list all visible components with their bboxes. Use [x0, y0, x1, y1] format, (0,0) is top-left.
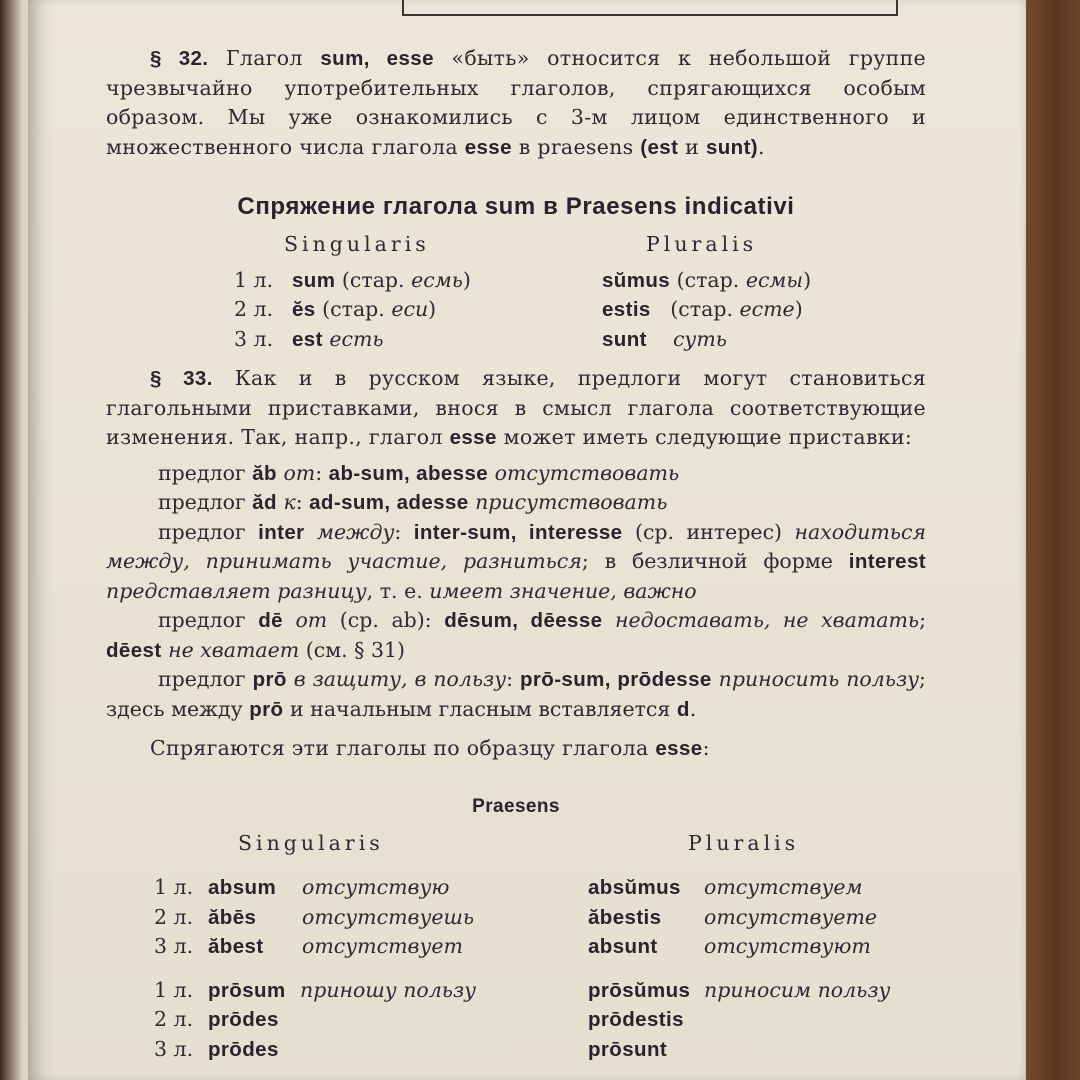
section-number: § 32. [150, 47, 209, 70]
boxed-note-bottom-edge [402, 0, 898, 16]
pluralis-header: Pluralis [646, 231, 758, 256]
table-1 [106, 226, 926, 355]
table-2-row: 1 л. prōsum приношу пользу prōsŭmus приносим пользу [154, 977, 891, 1002]
table-2-title: Praesens [472, 795, 560, 817]
prefix-example-inter: предлог inter между: inter-sum, interesse (ср. интерес) находиться между, принимать участие, разниться; в безличной форме interest представляет разницу, т. е. имеет значение, важно [106, 519, 926, 603]
table-2-row: 3 л. prōdes prōsunt [154, 1036, 668, 1061]
conjugation-intro: Спрягаются эти глаголы по образцу глагола esse: [150, 736, 710, 760]
table-1-header-row [106, 226, 926, 266]
pluralis-header: Pluralis [688, 831, 800, 855]
table-2-row: 2 л. ăbēs отсутствуешь ăbestis отсутствуете [154, 904, 878, 929]
section-number: § 33. [150, 367, 213, 390]
singularis-header: Singularis [284, 231, 430, 256]
book-page [28, 0, 1026, 1080]
prefix-example-ab: предлог ăb от: ab-sum, abesse отсутствовать [158, 460, 680, 485]
singularis-header: Singularis [238, 831, 384, 855]
prefix-example-de: предлог dē от (ср. ab): dēsum, dēesse недоставать, не хватать; dēest не хватает (см. § 31) [106, 608, 926, 662]
table-2-header-row [106, 829, 926, 873]
table-1-title: Спряжение глагола sum в Praesens indicativi [237, 193, 795, 220]
prefix-example-ad: предлог ăd к: ad-sum, adesse присутствовать [158, 490, 668, 514]
table-2-row: 3 л. ăbest отсутствует absunt отсутствуют [154, 934, 871, 958]
table-2 [106, 829, 926, 1064]
table-2-row: 2 л. prōdes prōdestis [154, 1007, 684, 1031]
table-surface [1020, 0, 1080, 1080]
table-1-row: 3 л. est есть sunt суть [234, 326, 727, 351]
table-1-row: 1 л. sum (стар. есмь) sŭmus (стар. есмы) [234, 267, 812, 292]
prefix-example-pro: предлог prō в защиту, в пользу: prō-sum, prōdesse приносить пользу; здесь между prō и начальным гласным вставляется d. [106, 667, 926, 721]
section-32-paragraph: § 32. Глагол sum, esse «быть» относится к небольшой группе чрезвычайно употребительных глаголов, спрягающихся особым образом. Мы уже ознакомились с 3-м лицом единственного и множественного числа глагола esse в praesens (est и sunt). [106, 46, 926, 159]
section-33-paragraph: § 33. Как и в русском языке, предлоги могут становиться глагольными приставками, внося в смысл глагола соответствующие изменения. Так, напр., глагол esse может иметь следующие приставки: [106, 366, 926, 449]
table-1-row: 2 л. ĕs (стар. еси) estis (стар. есте) [234, 297, 803, 321]
table-2-row: 1 л. absum отсутствую absŭmus отсутствуем [154, 875, 863, 899]
page-text [106, 44, 926, 1064]
